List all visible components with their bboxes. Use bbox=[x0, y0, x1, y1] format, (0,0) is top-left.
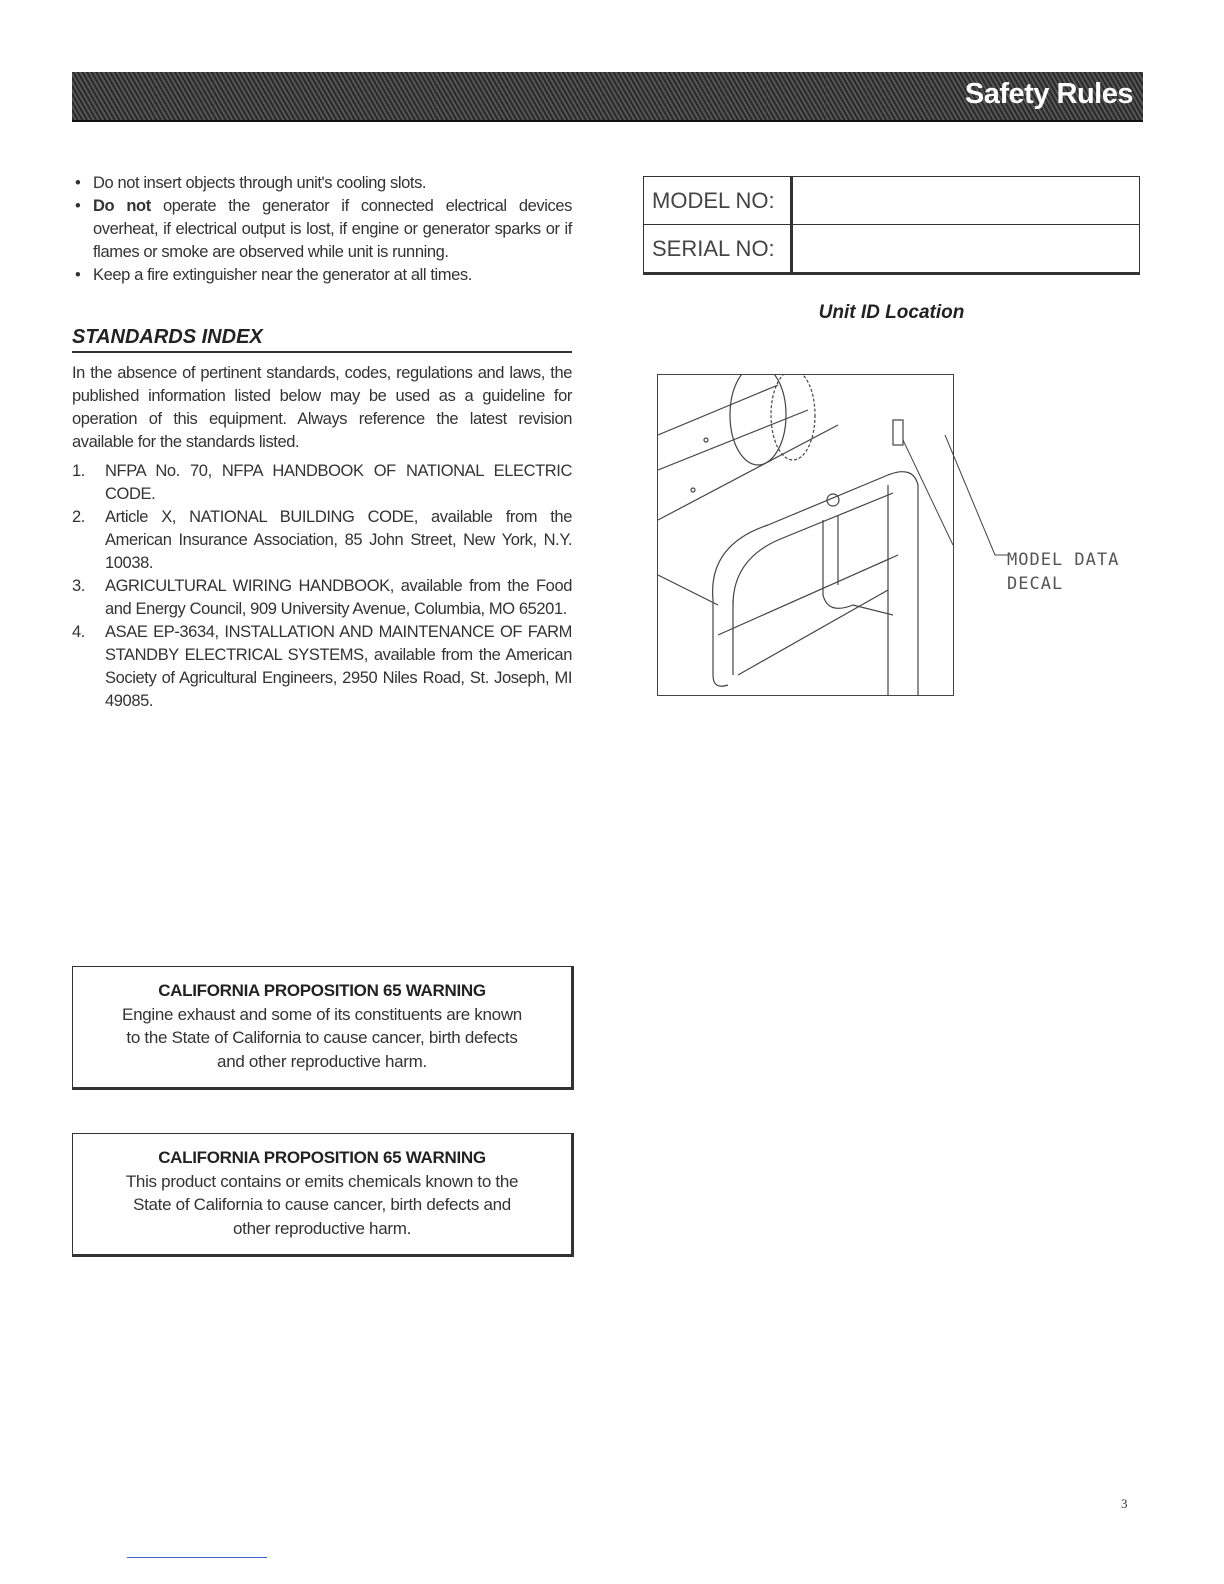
standard-item bbox=[72, 460, 572, 506]
prop65-warning-box bbox=[72, 966, 574, 1090]
bullet-item bbox=[72, 264, 572, 287]
model-no-label: MODEL NO: bbox=[644, 177, 792, 225]
item-number: 4. bbox=[72, 623, 85, 641]
standard-item bbox=[72, 506, 572, 575]
figure-caption: Unit ID Location bbox=[818, 302, 965, 323]
item-number: 3. bbox=[72, 577, 85, 595]
unit-id-table bbox=[643, 176, 1140, 275]
decal-label-line: MODEL DATA bbox=[1007, 550, 1120, 570]
standards-heading: STANDARDS INDEX bbox=[72, 326, 572, 353]
section-title: Safety Rules bbox=[964, 78, 1133, 110]
item-text: NFPA No. 70, NFPA HANDBOOK OF NATIONAL ELECTRIC CODE. bbox=[105, 462, 572, 503]
bullet-item bbox=[72, 172, 572, 195]
warning-body: Engine exhaust and some of its constituents are known to the State of California to cause cancer, birth defects and other reproductive harm. bbox=[122, 1004, 522, 1071]
standards-section bbox=[72, 362, 572, 713]
warning-title: CALIFORNIA PROPOSITION 65 WARNING bbox=[158, 1148, 486, 1167]
item-text: ASAE EP-3634, INSTALLATION AND MAINTENANCE OF FARM STANDBY ELECTRICAL SYSTEMS, available from the American Society of Agricultural Engineers, 2950 Niles Road, St. Joseph, MI 49085. bbox=[105, 623, 572, 710]
bullet-text: operate the generator if connected electrical devices overheat, if electrical output is lost, if engine or generator sparks or if flames or smoke are observed while unit is running. bbox=[93, 197, 572, 261]
generator-frame-illustration bbox=[657, 374, 954, 696]
section-banner bbox=[72, 72, 1143, 122]
warning-body: This product contains or emits chemicals known to the State of California to cause cancer, birth defects and other reproductive harm. bbox=[125, 1171, 519, 1238]
standard-item bbox=[72, 621, 572, 713]
warning-title: CALIFORNIA PROPOSITION 65 WARNING bbox=[158, 981, 486, 1000]
item-text: Article X, NATIONAL BUILDING CODE, available from the American Insurance Association, 85 John Street, New York, N.Y. 10038. bbox=[105, 508, 572, 572]
bullet-text: Keep a fire extinguisher near the generator at all times. bbox=[93, 266, 472, 284]
footer-rule bbox=[127, 1557, 267, 1558]
page-number: 3 bbox=[1121, 1496, 1128, 1511]
decal-leader-line bbox=[940, 430, 1010, 570]
bullet-text: Do not insert objects through unit's cooling slots. bbox=[93, 174, 427, 192]
standard-item bbox=[72, 575, 572, 621]
decal-label bbox=[1007, 548, 1119, 596]
standards-intro: In the absence of pertinent standards, codes, regulations and laws, the published information listed below may be used as a guideline for operation of this equipment. Always reference the latest revision available for the standards listed. bbox=[72, 364, 572, 451]
serial-no-label: SERIAL NO: bbox=[644, 225, 792, 274]
serial-no-field[interactable] bbox=[792, 225, 1140, 274]
safety-bullets bbox=[72, 172, 572, 287]
decal-label-line: DECAL bbox=[1007, 574, 1064, 594]
model-no-field[interactable] bbox=[792, 177, 1140, 225]
prop65-warning-box bbox=[72, 1133, 574, 1257]
item-number: 1. bbox=[72, 462, 85, 480]
bullet-item bbox=[72, 195, 572, 264]
bullet-bold: Do not bbox=[93, 197, 151, 215]
item-text: AGRICULTURAL WIRING HANDBOOK, available from the Food and Energy Council, 909 University Avenue, Columbia, MO 65201. bbox=[105, 577, 572, 618]
item-number: 2. bbox=[72, 508, 85, 526]
